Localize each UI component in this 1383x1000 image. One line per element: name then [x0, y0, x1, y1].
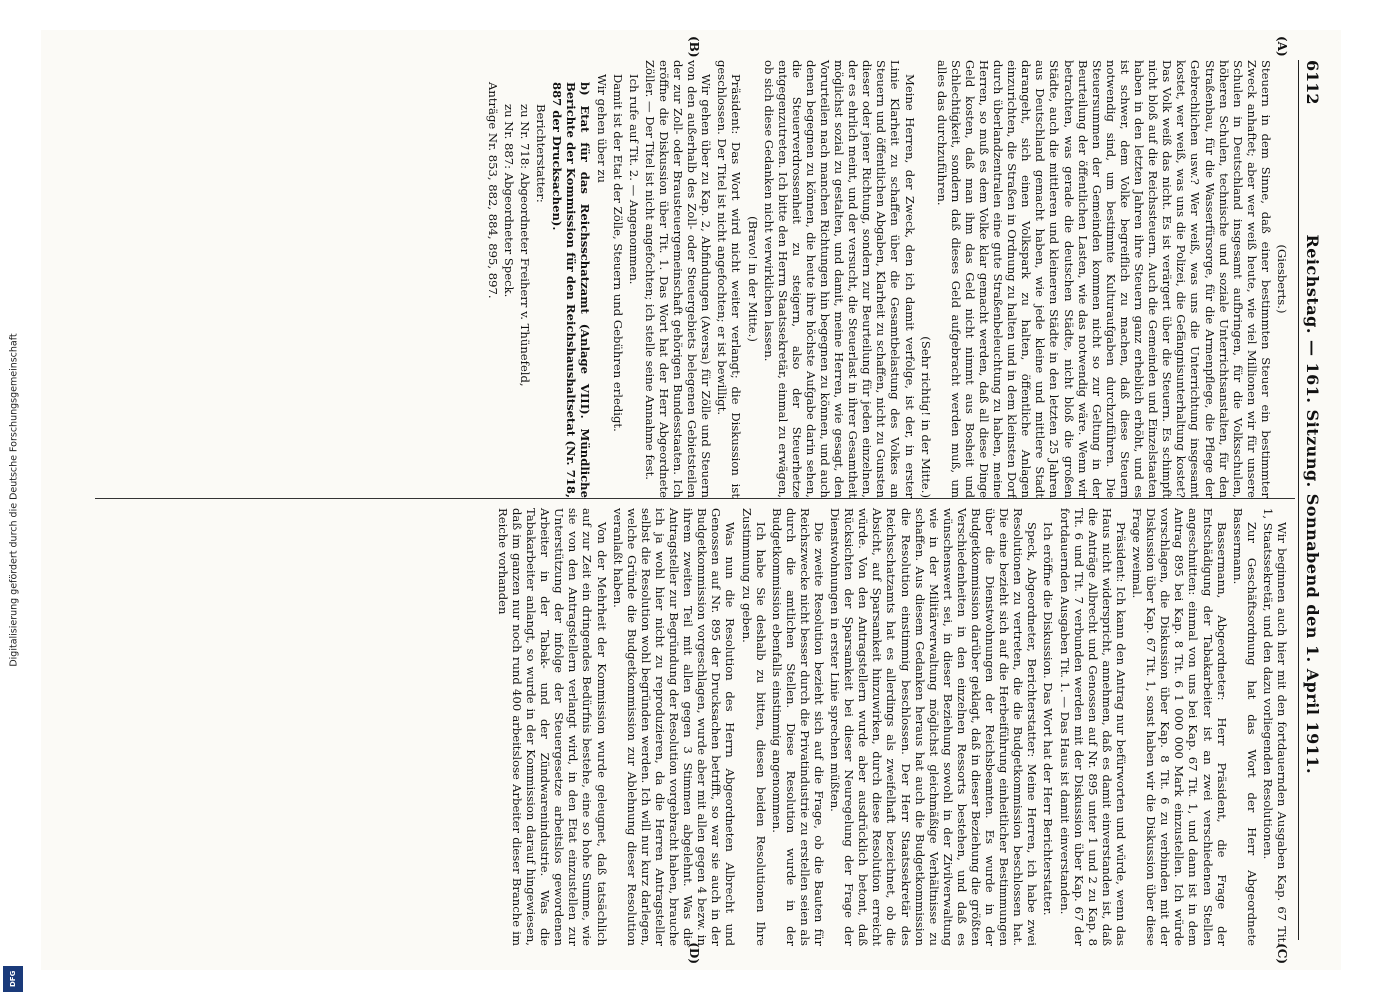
paragraph: Wir gehen über zu — [594, 74, 609, 183]
interjection: (Bravo! in der Mitte.) — [745, 216, 760, 342]
interjection: (Sehr richtig! in der Mitte.) — [918, 336, 933, 498]
document-page — [41, 30, 1341, 970]
motions-list: Anträge Nr. 853, 882, 884, 895, 897. — [485, 82, 500, 299]
paragraph: Wir gehen über zu Kap. 2, Abfindungen (Aversa) für Zölle und Steuern von den außerhalb des Zoll- oder Steuergebiets belegenen Gebietsteilen der zur Zoll- oder Brausteuergemeinschaft gehörigen Bundesstaaten. Ich eröffne die Diskussion über Tit. 1. Das Wort hat der Herr Abgeordnete Zöller. — Der Titel ist nicht angefochten; ich stelle seine Annahme fest. — [642, 60, 714, 498]
paragraph: Die zweite Resolution bezieht sich auf die Frage, ob die Bauten für Reichszwecke nicht besser durch die Privatindustrie zu erstellen seien als durch die amtlichen Stellen. Diese Resolution wurde in der Budgetkommission ebenfalls einstimmig angenommen. — [769, 508, 826, 946]
speaker-statement: Speck, Abgeordneter, Berichterstatter: Meine Herren, ich habe zwei Resolutionen zu vertreten, die die Budgetkommission beschlossen hat. Die eine bezieht sich auf die Herbeiführung einheitlicher Bestimmungen über die Dienstwohnungen der Reichsbeamten. Es wurde in der Budgetkommission darüber geklagt, daß in dieser Beziehung die größten Verschiedenheiten in den einzelnen Ressorts bestehen, und daß es wünschenswert sei, in dieser Beziehung sowohl in der Zivilverwaltung wie in der Militärverwaltung möglichst gleichmäßige Verhältnisse zu schaffen. Aus diesem Gedanken heraus hat auch die Budgetkommission die Resolution einstimmig beschlossen. Der Herr Staatssekretär des Reichsschatzamts hat es allerdings als zweifelhaft bezeichnet, ob die Absicht, auf Sparsamkeit hinzuwirken, durch diese Resolution erreicht würde. Von den Antragstellern wurde aber ausdrücklich betont, daß Rücksichten der Sparsamkeit bei dieser Neuregelung der Frage der Dienstwohnungen in erster Linie sprechen müßten. — [828, 508, 1040, 946]
rapporteur-entry: zu Nr. 887: Abgeordneter Speck. — [502, 104, 517, 298]
right-column — [494, 508, 1289, 946]
paragraph: Damit ist der Etat der Zölle, Steuern und Gebühren erledigt. — [610, 74, 625, 432]
running-header — [1298, 60, 1329, 940]
paragraph: Wir beginnen auch hier mit den fortdauernden Ausgaben Kap. 67 Tit. 1, Staatssekretär, und den dazu vorliegenden Resolutionen. — [1260, 508, 1289, 946]
paragraph: Ich eröffne die Diskussion. Das Wort hat der Herr Berichterstatter. — [1041, 522, 1056, 916]
paragraph: Von der Mehrheit der Kommission wurde geleugnet, daß tatsächlich auf zur Zeit ein dringendes Bedürfnis bestehe, eine so hohe Summe, wie sie von den Antragstellern verlangt wird, in den Etat einzustellen zur Unterstützung der infolge der Steuergesetze arbeitslos gewordenen Arbeiter in der Tabak- und der Zündwarenindustrie. Was die Tabakarbeiter anlangt, so wurde in der Kommission darauf hingewiesen, daß im ganzen nur noch rund 400 arbeitslose Arbeiter dieser Branche im Reiche vorhanden — [495, 508, 609, 946]
page-number: 6112 — [1303, 60, 1322, 105]
digitization-credit: Digitalisierung gefördert durch die Deutsche Forschungsgemeinschaft — [8, 333, 20, 667]
paragraph: Ich rufe auf Tit. 2. — Angenommen. — [626, 74, 641, 285]
dfg-logo-icon: DFG — [3, 966, 23, 992]
agenda-item: b) Etat für das Reichsschatzamt (Anlage VIII). Mündliche Berichte der Kommission für den Reichshaushaltsetat (Nr. 718, 887 der Drucksachen). — [550, 82, 593, 498]
rapporteur-label: Berichterstatter: — [534, 104, 549, 203]
rapporteur-entry: zu Nr. 718: Abgeordneter Freiherr v. Thünefeld, — [518, 104, 533, 387]
margin-letter-d: (D) — [687, 942, 701, 964]
column-divider — [95, 498, 1295, 499]
page-title: Reichstag. — 161. Sitzung. Sonnabend den 1. April 1911. — [1303, 234, 1322, 775]
left-column — [484, 60, 1289, 498]
speaker-tag: (Giesberts.) — [1275, 244, 1289, 314]
president-statement: Präsident: Ich kann den Antrag nur befürworten und würde, wenn das Haus nicht widerspricht, annehmen, daß es damit einverstanden ist, daß die Anträge Albrecht und Genossen auf Nr. 895 unter 1 und 2 zu Kap. 8 Tit. 6 und Tit. 7 verbunden werden mit der Diskussion über Kap. 67 der fortdauernden Ausgaben Tit. 1. — Das Haus ist damit einverstanden. — [1057, 508, 1128, 946]
paragraph: Steuern in dem Sinne, daß einer bestimmten Steuer ein bestimmter Zweck anhaftet; aber wer weiß heute, wie viel Millionen wir für unsere Schulen in Deutschland insgesamt aufbringen, für die Volksschulen, höheren Schulen, technische und soziale Unterrichtsanstalten, für den Straßenbau, für die Wasserfürsorge, für die Armenpflege, die Pflege der Gebrechlichen usw.? Wer weiß, was uns die Unterrichtung insgesamt kostet, wer weiß, was uns die Polizei, die Gefängnisunterhaltung kostet? Das Volk weiß das nicht. Es ist verärgert über die Steuern. Es schimpft nicht bloß auf die Reichssteuern. Auch die Gemeinden und Einzelstaaten haben in den letzten Jahren ihre Steuern ganz erheblich erhöht, und es ist schwer, dem Volke begreiflich zu machen, daß diese Steuern notwendig sind, um bestimmte Kulturaufgaben durchzuführen. Die Steuersummen der Gemeinden kommen nicht so zur Geltung in der Beurteilung der öffentlichen Lasten, wie das notwendig wäre. Wenn wir betrachten, was gerade die deutschen Städte, nicht bloß die großen Städte, auch die mittleren und kleineren Städte in den letzten 25 Jahren aus Deutschland gemacht haben, wie jede kleine und mittlere Stadt darangeht, sich einen Volkspark zu halten, öffentliche Anlagen einzurichten, die Straßen in Ordnung zu halten und in dem kleinsten Dorf durch überlandzentralen eine gute Straßenbeleuchtung zu haben, meine Herren, so muß es dem Volke klar gemacht werden, daß all diese Dinge Geld kosten, daß man ihm das Geld nicht nimmt aus Bosheit und Schlechtigkeit, sondern daß dieses Geld aufgebracht werden muß, um alles das durchzuführen. — [934, 60, 1273, 498]
margin-letter-c: (C) — [1275, 943, 1289, 964]
president-statement: Präsident: Das Wort wird nicht weiter verlangt; die Diskussion ist geschlossen. Der Titel ist nicht angefochten; er ist bewilligt. — [715, 60, 744, 498]
paragraph: Meine Herren, der Zweck, den ich damit verfolge, ist der, in erster Linie Klarheit zu schaffen über die Gesamtbelastung des Volkes an Steuern und öffentlichen Abgaben, Klarheit zu schaffen, nicht zu Gunsten dieser oder jener Richtung, sondern zur Beurteilung für jeden einzelnen, der es ehrlich meint, und der versucht, die Steuerlast in ihrer Gesamtheit möglichst sozial zu gestalten, und damit, meine Herren, wie gesagt, den Vorurteilen nach manchen Richtungen hin begegnen zu können, und auch denen begegnen zu können, die heute ihre höchste Aufgabe darin sehen, die Steuerverdrossenheit zu steigern, also der Steuerhetze entgegenzutreten. Ich bitte den Herrn Staatssekretär, einmal zu erwägen, ob sich diese Gedanken nicht verwirklichen lassen. — [761, 60, 917, 498]
paragraph: Zur Geschäftsordnung hat das Wort der Herr Abgeordnete Bassermann. — [1230, 508, 1259, 946]
paragraph: Ich habe Sie deshalb zu bitten, diesen beiden Resolutionen Ihre Zustimmung zu geben. — [739, 508, 768, 946]
digitization-credit-strip — [0, 0, 28, 1000]
speaker-statement: Bassermann, Abgeordneter: Herr Präsident, die Frage der Entschädigung der Tabakarbeiter ist an zwei verschiedenen Stellen angeschnitten: einmal von uns bei Kap. 67 Tit. 1, und dann ist in dem Antrag 895 bei Kap. 8 Tit. 6 1 000 000 Mark einzustellen. Ich würde vorschlagen, die Diskussion über Kap. 8 Tit. 6 zu verbinden mit der Diskussion über Kap. 67 Tit. 1, sonst haben wir die Diskussion über diese Frage zweimal. — [1130, 508, 1229, 946]
paragraph: Was nun die Resolution des Herrn Abgeordneten Albrecht und Genossen auf Nr. 895 der Drucksachen betrifft, so war sie auch in der Budgetkommission vorgeschlagen, wurde aber mit allen gegen 4 bezw. in ihrem zweiten Teil mit allen gegen 3 Stimmen abgelehnt. Was die Antragsteller zur Begründung der Resolution vorgebracht haben, brauche ich ja wohl hier nicht zu reproduzieren, da die Herren Antragsteller selbst die Resolution wohl begründen werden. Ich will nur kurz darlegen, welche Gründe die Budgetkommission zur Ablehnung dieser Resolution veranlaßt haben. — [610, 508, 738, 946]
margin-letter-b: (B) — [687, 36, 701, 58]
margin-letter-a: (A) — [1275, 36, 1289, 57]
